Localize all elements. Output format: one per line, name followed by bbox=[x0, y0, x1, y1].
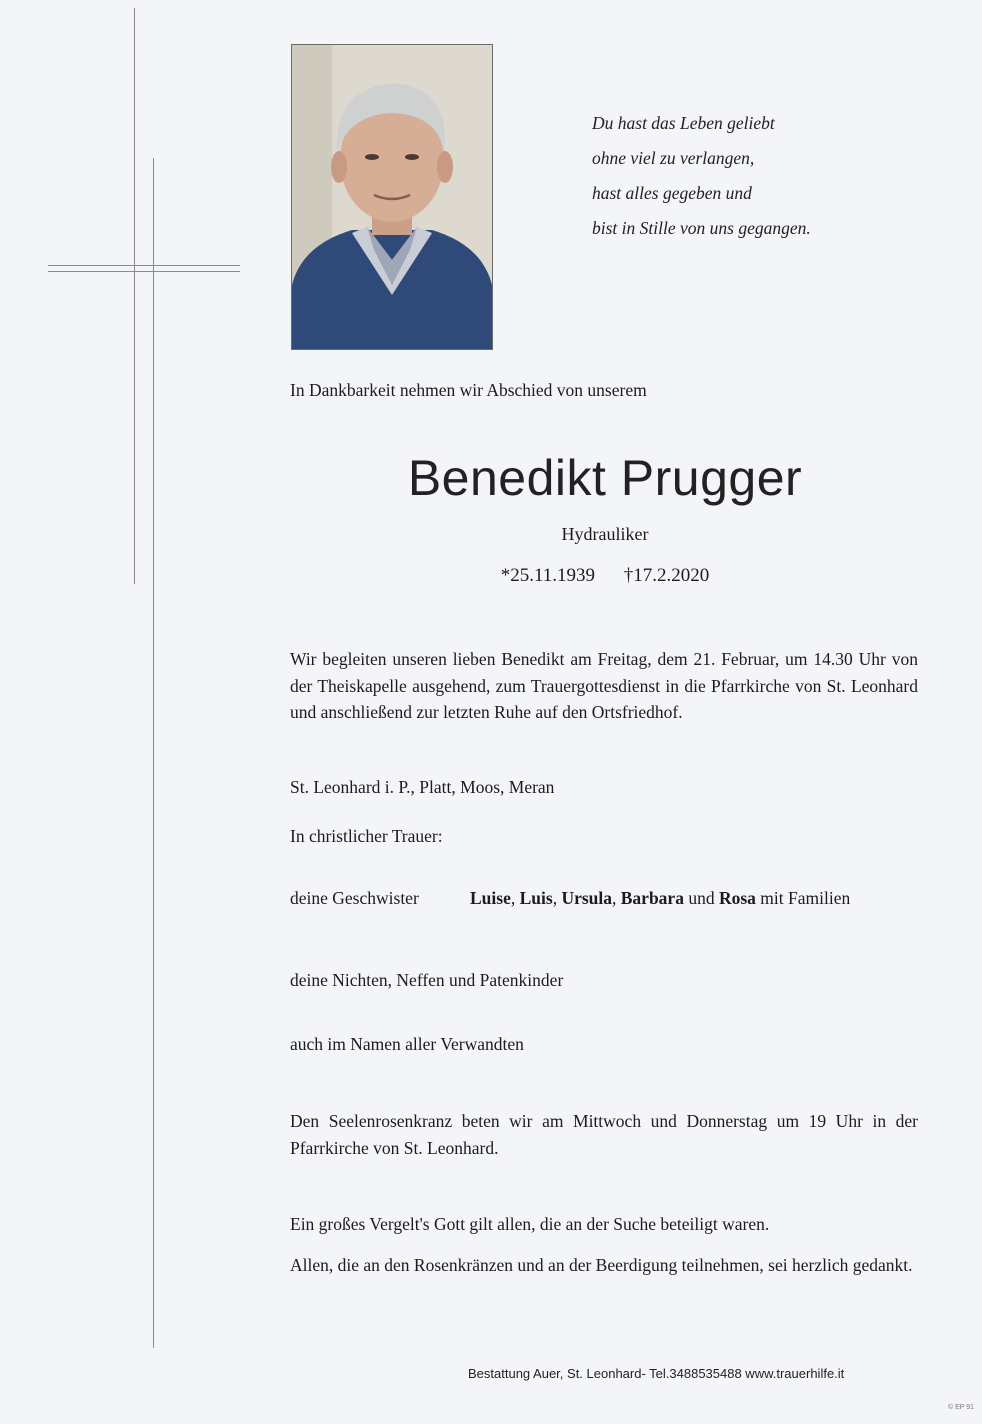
funeral-announcement: Wir begleiten unseren lieben Benedikt am Freitag, dem 21. Februar, um 14.30 Uhr von der Theiskapelle ausgehend, zum Trauergottesdienst in die Pfarrkirche von St. Leonhard und anschließend zur letzten Ruhe auf den Ortsfriedhof. bbox=[290, 649, 918, 722]
places-line: St. Leonhard i. P., Platt, Moos, Meran bbox=[290, 777, 555, 797]
sibling-name: Luise bbox=[470, 888, 511, 908]
poem-line: hast alles gegeben und bbox=[592, 183, 752, 203]
intro-text: In Dankbarkeit nehmen wir Abschied von unserem bbox=[290, 380, 647, 400]
print-code: © EP 91 bbox=[948, 1404, 975, 1411]
separator: , bbox=[552, 888, 558, 908]
sibling-name: Rosa bbox=[718, 888, 756, 908]
sibling-name: Ursula bbox=[561, 888, 612, 908]
birth-date: *25.11.1939 bbox=[500, 565, 596, 586]
thanks-funeral: Allen, die an den Rosenkränzen und an der Beerdigung teilnehmen, sei herzlich gedankt. bbox=[290, 1255, 913, 1275]
life-dates bbox=[290, 565, 920, 587]
poem-line: Du hast das Leben geliebt bbox=[592, 113, 775, 133]
separator: und bbox=[688, 888, 715, 908]
poem-line: bist in Stille von uns gegangen. bbox=[592, 218, 811, 238]
relatives-line: auch im Namen aller Verwandten bbox=[290, 1034, 524, 1054]
cross-vertical-line-2 bbox=[153, 158, 154, 1348]
portrait-photo bbox=[291, 44, 493, 350]
thanks-search: Ein großes Vergelt's Gott gilt allen, die an der Suche beteiligt waren. bbox=[290, 1214, 770, 1234]
siblings-suffix: mit Familien bbox=[760, 888, 851, 908]
siblings-line bbox=[290, 888, 850, 909]
cross-horizontal-line bbox=[48, 265, 240, 266]
rosary-announcement: Den Seelenrosenkranz beten wir am Mittwoch und Donnerstag um 19 Uhr in der Pfarrkirche von St. Leonhard. bbox=[290, 1111, 918, 1158]
poem-line: ohne viel zu verlangen, bbox=[592, 148, 755, 168]
mourning-label: In christlicher Trauer: bbox=[290, 826, 443, 846]
portrait-illustration bbox=[292, 45, 492, 349]
deceased-profession: Hydrauliker bbox=[561, 524, 649, 544]
sibling-name: Barbara bbox=[620, 888, 684, 908]
death-date: †17.2.2020 bbox=[623, 565, 710, 586]
sibling-name: Luis bbox=[519, 888, 553, 908]
cross-vertical-line bbox=[134, 8, 135, 584]
siblings-label: deine Geschwister bbox=[290, 888, 419, 908]
cross-horizontal-line-2 bbox=[48, 271, 240, 272]
deceased-name: Benedikt Prugger bbox=[407, 450, 803, 506]
separator: , bbox=[612, 888, 617, 908]
funeral-home-footer: Bestattung Auer, St. Leonhard- Tel.3488535488 www.trauerhilfe.it bbox=[468, 1366, 845, 1381]
nieces-line: deine Nichten, Neffen und Patenkinder bbox=[290, 970, 564, 990]
memorial-poem bbox=[592, 106, 962, 246]
separator: , bbox=[510, 888, 516, 908]
